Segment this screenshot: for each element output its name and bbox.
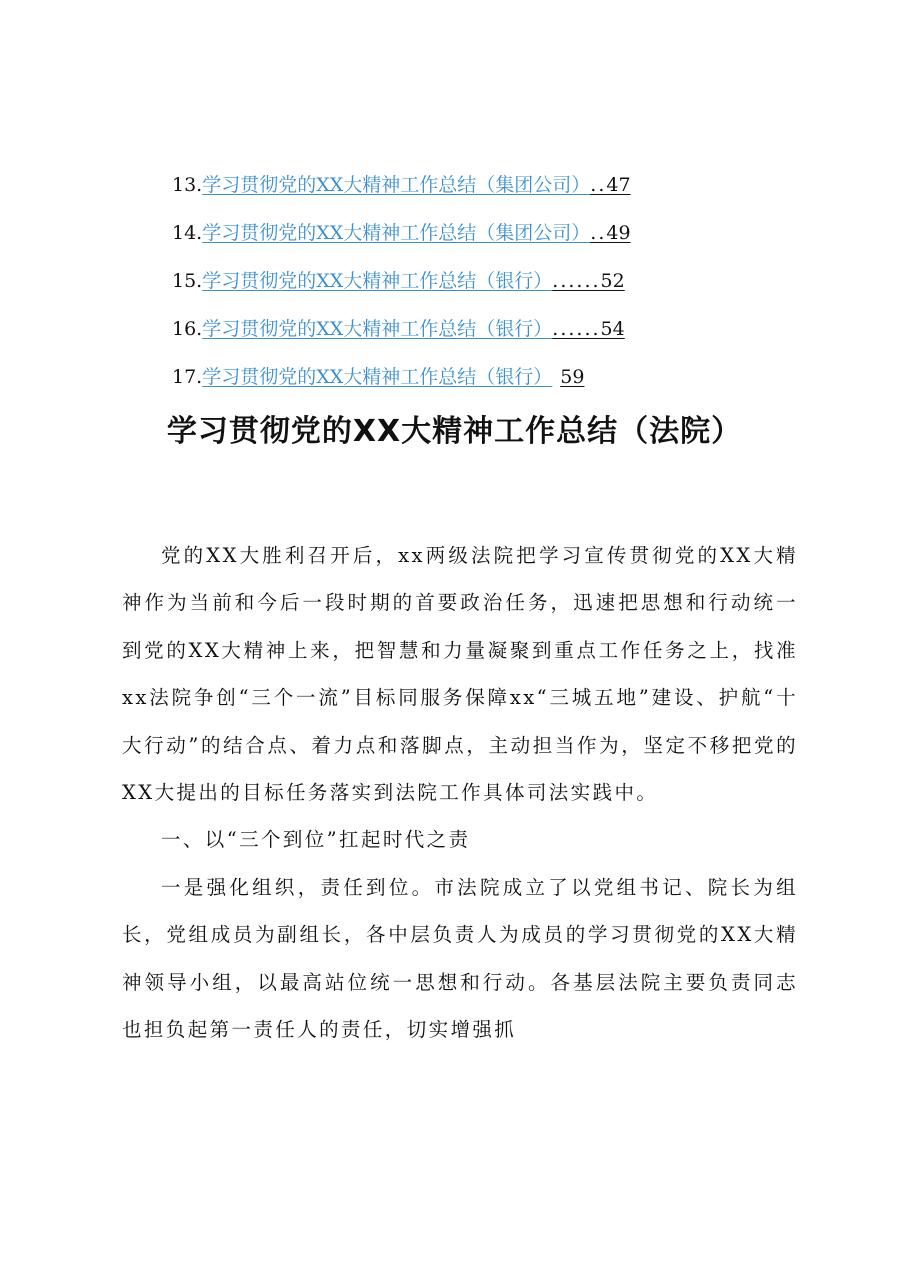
toc-title-link[interactable]: 学习贯彻党的XX大精神工作总结（集团公司） (202, 222, 591, 244)
toc-number: 17. (172, 366, 203, 388)
toc-number: 14. (172, 222, 203, 244)
toc-leader-dots: ...... (552, 318, 601, 340)
toc-page-number: 49 (606, 222, 631, 244)
toc-title-link[interactable]: 学习贯彻党的XX大精神工作总结（银行） (202, 270, 553, 292)
document-heading: 学习贯彻党的XX大精神工作总结（法院） (166, 414, 743, 449)
toc-title-link[interactable]: 学习贯彻党的XX大精神工作总结（银行） (202, 318, 553, 340)
toc-page-number: 52 (600, 270, 625, 292)
toc-leader-dots: .. (590, 222, 607, 244)
toc-number: 16. (172, 318, 203, 340)
toc-leader-dots: .. (590, 174, 607, 196)
document-body (122, 532, 798, 1053)
toc-number: 13. (172, 174, 203, 196)
body-paragraph: 一是强化组织，责任到位。市法院成立了以党组书记、院长为组长，党组成员为副组长，各中层负责人为成员的学习贯彻党的XX大精神领导小组，以最高站位统一思想和行动。各基层法院主要负责同志也担负起第一责任人的责任，切实增强抓 (122, 875, 798, 1042)
toc-page-number: 47 (606, 174, 631, 196)
toc-page-number: 59 (560, 366, 585, 388)
body-paragraph: 党的XX大胜利召开后，xx两级法院把学习宣传贯彻党的XX大精神作为当前和今后一段时期的首要政治任务，迅速把思想和行动统一到党的XX大精神上来，把智慧和力量凝聚到重点工作任务之上，找准xx法院争创“三个一流”目标同服务保障xx“三城五地”建设、护航“十大行动”的结合点、着力点和落脚点，主动担当作为，坚定不移把党的XX大提出的目标任务落实到法院工作具体司法实践中。 (122, 544, 798, 805)
toc-entry[interactable] (172, 168, 772, 216)
toc-page-number: 54 (600, 318, 625, 340)
toc-leader-dots: ...... (552, 270, 601, 292)
table-of-contents (172, 168, 772, 408)
toc-title-link[interactable]: 学习贯彻党的XX大精神工作总结（银行） (202, 366, 553, 388)
toc-number: 15. (172, 270, 203, 292)
toc-entry[interactable] (172, 360, 772, 408)
toc-title-link[interactable]: 学习贯彻党的XX大精神工作总结（集团公司） (202, 174, 591, 196)
toc-entry[interactable] (172, 264, 772, 312)
toc-entry[interactable] (172, 312, 772, 360)
section-heading: 一、以“三个到位”扛起时代之责 (161, 828, 471, 852)
toc-entry[interactable] (172, 216, 772, 264)
